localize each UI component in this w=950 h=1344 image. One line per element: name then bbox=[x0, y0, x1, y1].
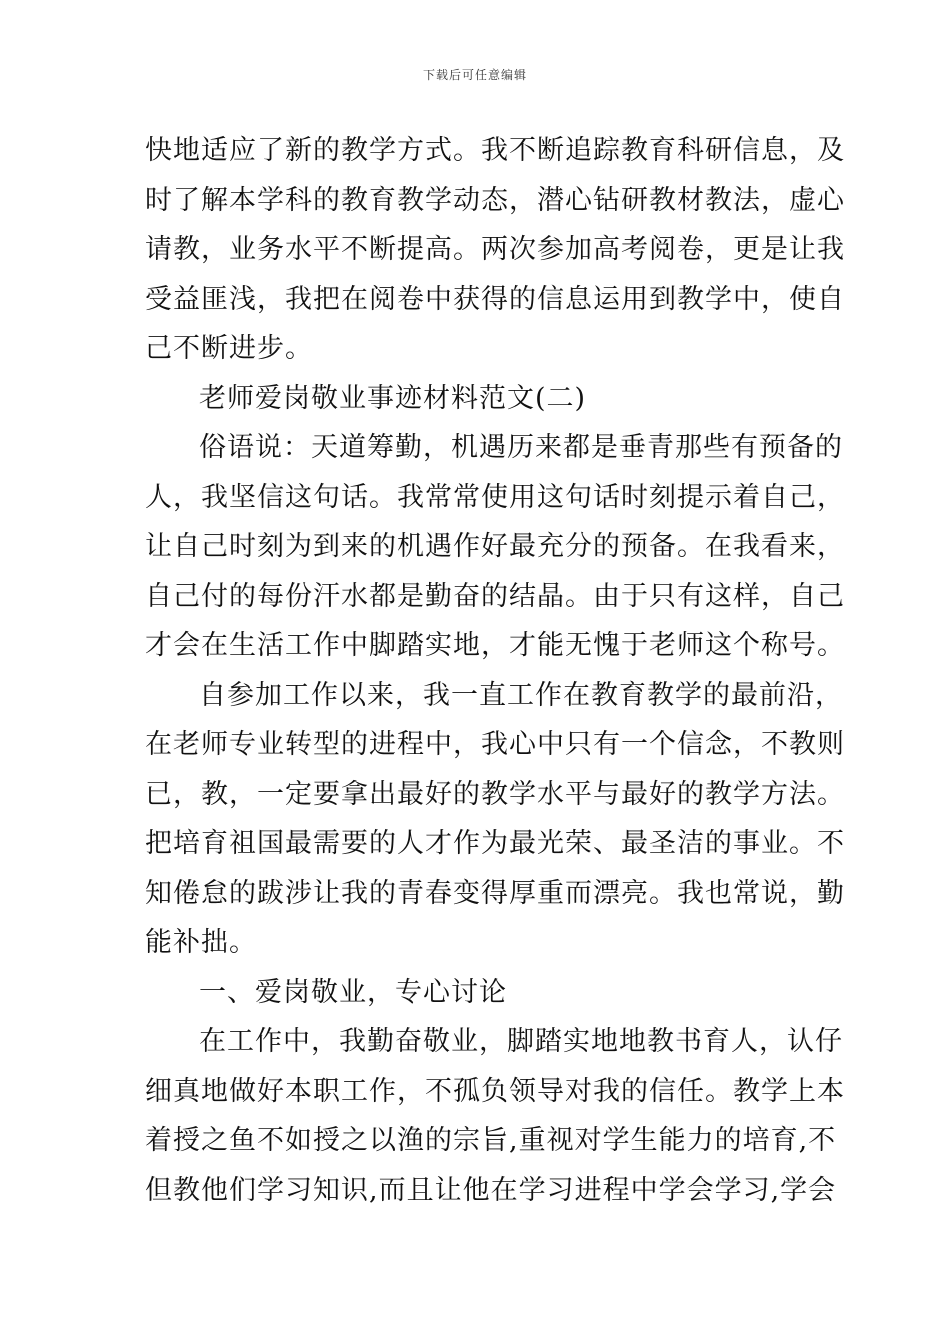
paragraph-first-line: 俗语说：天道筹勤，机遇历来都是垂青那些有预备的 bbox=[199, 432, 843, 463]
text-line: 已，教，一定要拿出最好的教学水平与最好的教学方法。 bbox=[145, 778, 845, 810]
section-title: 老师爱岗敬业事迹材料范文(二) bbox=[199, 382, 587, 414]
paragraph-first-line: 在工作中，我勤奋敬业，脚踏实地地教书育人，认仔 bbox=[199, 1026, 843, 1057]
text-line: 细真地做好本职工作，不孤负领导对我的信任。教学上本 bbox=[145, 1075, 845, 1107]
text-line: 自己付的每份汗水都是勤奋的结晶。由于只有这样，自己 bbox=[145, 580, 845, 612]
section-heading: 一、爱岗敬业，专心讨论 bbox=[199, 976, 507, 1008]
text-line: 知倦怠的跋涉让我的青春变得厚重而漂亮。我也常说，勤 bbox=[145, 877, 845, 909]
text-line: 时了解本学科的教育教学动态，潜心钻研教材教法，虚心 bbox=[145, 184, 845, 216]
text-line: 己不断进步。 bbox=[145, 333, 313, 364]
text-line: 在老师专业转型的进程中，我心中只有一个信念，不教则 bbox=[145, 729, 845, 760]
text-line: 请教，业务水平不断提高。两次参加高考阅卷，更是让我 bbox=[145, 234, 845, 265]
text-line: 但教他们学习知识,而且让他在学习进程中学会学习,学会 bbox=[145, 1174, 837, 1206]
text-line: 受益匪浅，我把在阅卷中获得的信息运用到教学中，使自 bbox=[145, 283, 845, 315]
text-line: 能补拙。 bbox=[145, 927, 257, 958]
text-line: 人，我坚信这句话。我常常使用这句话时刻提示着自己， bbox=[145, 481, 845, 513]
document-body bbox=[145, 126, 845, 1215]
text-line: 着授之鱼不如授之以渔的宗旨,重视对学生能力的培育,不 bbox=[145, 1125, 837, 1156]
text-line: 才会在生活工作中脚踏实地，才能无愧于老师这个称号。 bbox=[145, 630, 845, 661]
text-line: 把培育祖国最需要的人才作为最光荣、最圣洁的事业。不 bbox=[145, 828, 845, 859]
header-note: 下载后可任意编辑 bbox=[422, 68, 527, 82]
paragraph-first-line: 自参加工作以来，我一直工作在教育教学的最前沿， bbox=[199, 679, 843, 711]
text-line: 让自己时刻为到来的机遇作好最充分的预备。在我看来， bbox=[145, 531, 845, 562]
text-line: 快地适应了新的教学方式。我不断追踪教育科研信息，及 bbox=[145, 135, 845, 166]
